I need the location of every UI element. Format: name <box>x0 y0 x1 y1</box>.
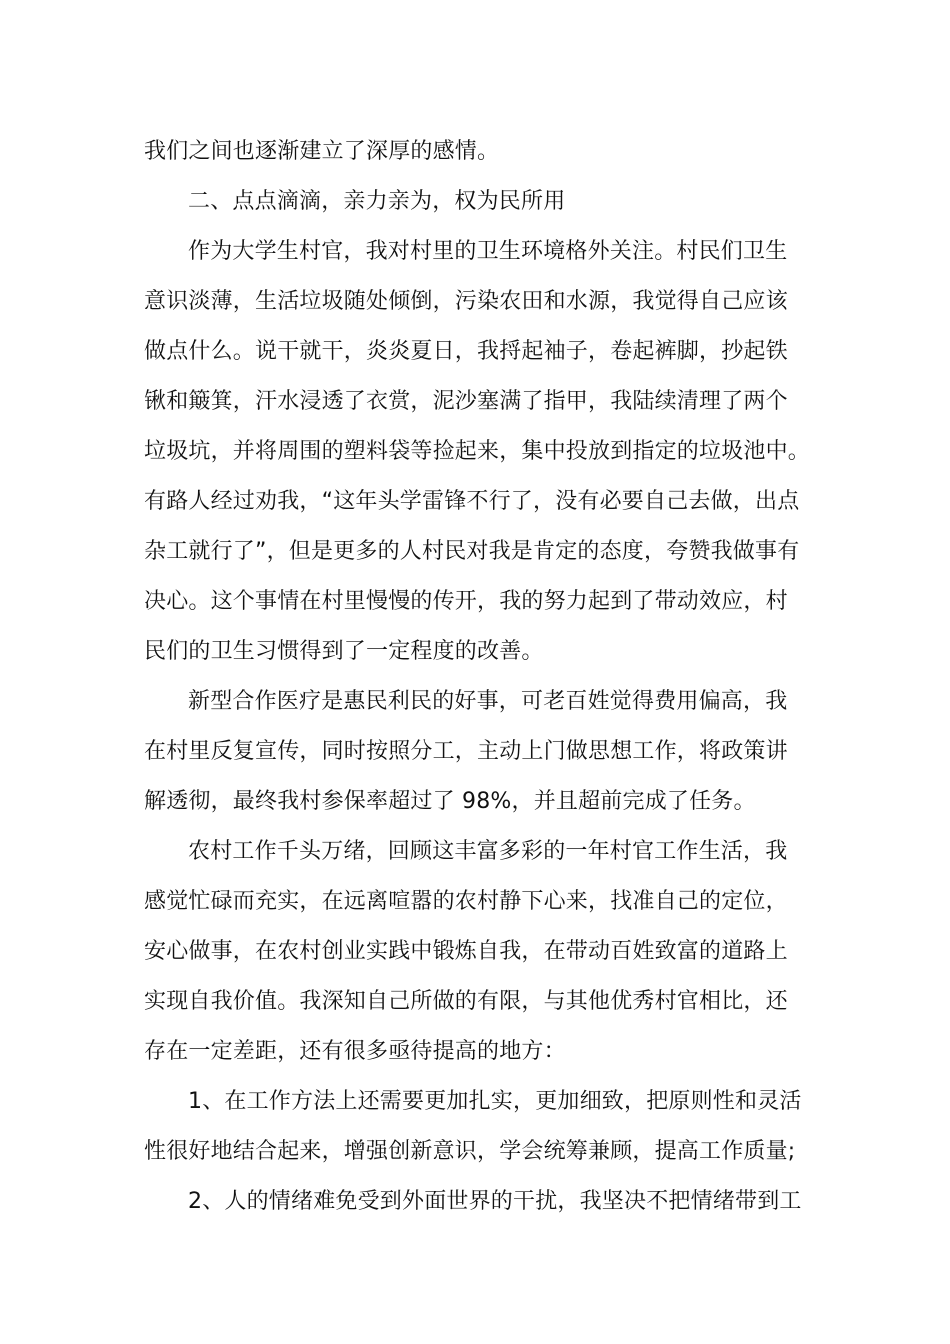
list-item-line: 性很好地结合起来，增强创新意识，学会统筹兼顾，提高工作质量; <box>144 1139 796 1164</box>
text-line: 锹和簸箕，汗水浸透了衣赏，泥沙塞满了指甲，我陆续清理了两个 <box>144 389 788 414</box>
text-line: 新型合作医疗是惠民利民的好事，可老百姓觉得费用偏高，我 <box>188 689 788 714</box>
text-line: 我们之间也逐渐建立了深厚的感情。 <box>144 139 500 164</box>
text-line: 杂工就行了”，但是更多的人村民对我是肯定的态度，夸赞我做事有 <box>144 539 800 564</box>
text-line: 存在一定差距，还有很多亟待提高的地方： <box>144 1039 566 1064</box>
text-line: 民们的卫生习惯得到了一定程度的改善。 <box>144 639 544 664</box>
text-line: 解透彻，最终我村参保率超过了 98%，并且超前完成了任务。 <box>144 789 756 814</box>
text-line: 感觉忙碌而充实，在远离喧嚣的农村静下心来，找准自己的定位， <box>144 889 788 914</box>
text-line: 决心。这个事情在村里慢慢的传开，我的努力起到了带动效应，村 <box>144 589 788 614</box>
text-line: 实现自我价值。我深知自己所做的有限，与其他优秀村官相比，还 <box>144 989 788 1014</box>
text-line: 有路人经过劝我，“这年头学雷锋不行了，没有必要自己去做，出点 <box>144 489 800 514</box>
text-line: 垃圾坑，并将周围的塑料袋等捡起来，集中投放到指定的垃圾池中。 <box>144 439 811 464</box>
text-line: 作为大学生村官，我对村里的卫生环境格外关注。村民们卫生 <box>188 239 788 264</box>
text-line: 做点什么。说干就干，炎炎夏日，我捋起袖子，卷起裤脚，抄起铁 <box>144 339 788 364</box>
text-line: 农村工作千头万绪，回顾这丰富多彩的一年村官工作生活，我 <box>188 839 788 864</box>
list-item-line: 2、人的情绪难免受到外面世界的干扰，我坚决不把情绪带到工 <box>188 1189 802 1214</box>
text-line: 意识淡薄，生活垃圾随处倾倒，污染农田和水源，我觉得自己应该 <box>144 289 788 314</box>
list-item-line: 1、在工作方法上还需要更加扎实，更加细致，把原则性和灵活 <box>188 1089 802 1114</box>
text-line: 安心做事，在农村创业实践中锻炼自我，在带动百姓致富的道路上 <box>144 939 788 964</box>
text-line: 在村里反复宣传，同时按照分工，主动上门做思想工作，将政策讲 <box>144 739 788 764</box>
section-heading: 二、点点滴滴，亲力亲为，权为民所用 <box>188 189 566 214</box>
